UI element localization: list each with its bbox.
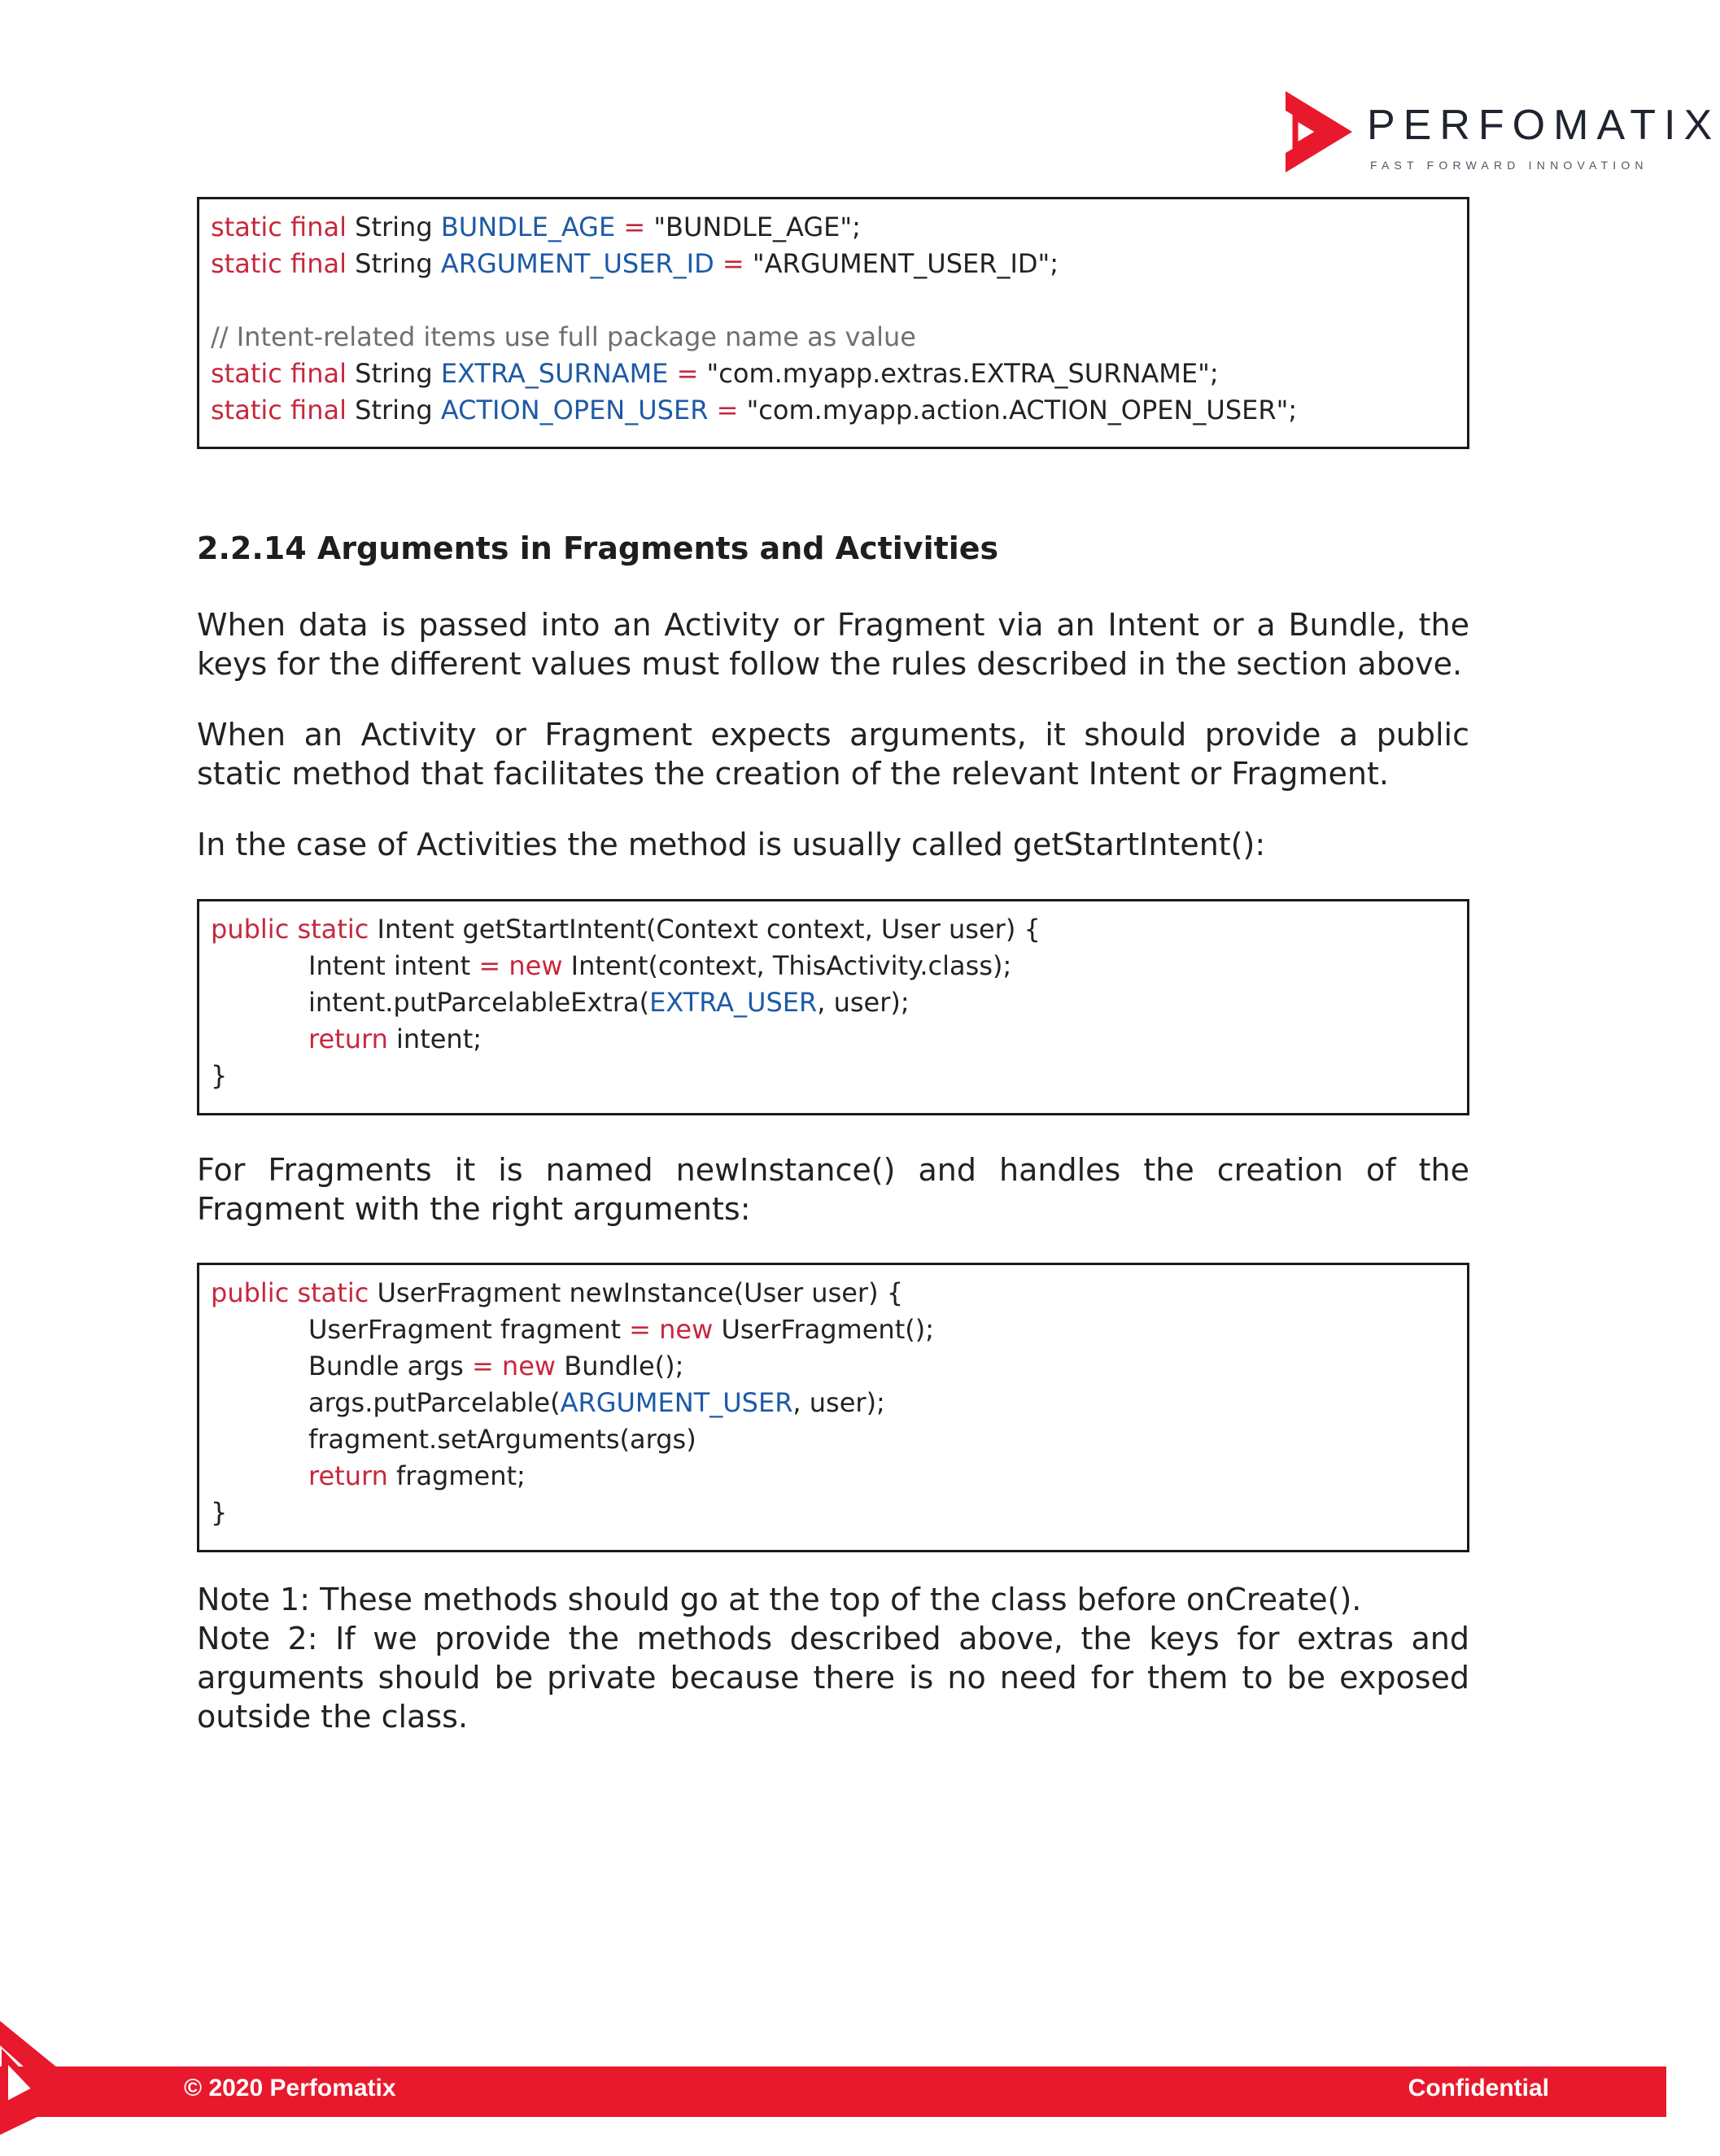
- code-blank-line: [211, 282, 1456, 319]
- code-identifier: ACTION_OPEN_USER: [440, 395, 709, 426]
- note-2: Note 2: If we provide the methods described above, the keys for extras and arguments should be private because there is no need for them to be exposed outside the class.: [197, 1621, 1469, 1735]
- code-operator: =: [668, 358, 707, 389]
- code-string: "com.myapp.extras.EXTRA_SURNAME";: [706, 358, 1219, 389]
- code-line: [211, 911, 1456, 948]
- code-line: [211, 246, 1456, 282]
- code-line: [211, 1021, 1456, 1058]
- code-text: args.putParcelable(: [308, 1387, 561, 1418]
- code-keyword: public static: [211, 1277, 369, 1308]
- paragraph-fragments: For Fragments it is named newInstance() and handles the creation of the Fragment with the right arguments:: [197, 1152, 1469, 1227]
- paragraph-activities: In the case of Activities the method is usually called getStartIntent():: [197, 827, 1266, 862]
- brand-logo: [1284, 88, 1720, 177]
- code-space: [500, 950, 509, 981]
- code-brace: }: [211, 1060, 228, 1091]
- code-brace: }: [211, 1497, 228, 1528]
- code-keyword: static final: [211, 358, 347, 389]
- code-keyword: static final: [211, 212, 347, 242]
- code-text: intent;: [387, 1023, 482, 1054]
- code-text: Intent intent: [308, 950, 479, 981]
- code-keyword: static final: [211, 248, 347, 279]
- code-operator: =: [629, 1314, 651, 1345]
- code-text: Intent(context, ThisActivity.class);: [562, 950, 1012, 981]
- code-comment-line: [211, 319, 1456, 356]
- code-block-constants: [197, 197, 1469, 449]
- code-text: Intent getStartIntent(Context context, User user) {: [369, 914, 1041, 945]
- code-operator: =: [708, 395, 747, 426]
- page-footer: [0, 2010, 1666, 2132]
- code-type: String: [346, 248, 441, 279]
- perfomatix-arrow-icon: [0, 2021, 89, 2135]
- code-space: [651, 1314, 659, 1345]
- code-text: , user);: [792, 1387, 885, 1418]
- code-line: [211, 984, 1456, 1021]
- code-line: [211, 1275, 1456, 1311]
- code-string: "ARGUMENT_USER_ID";: [752, 248, 1059, 279]
- code-keyword: new: [659, 1314, 714, 1345]
- code-operator: =: [615, 212, 654, 242]
- brand-tagline: FAST FORWARD INNOVATION: [1370, 159, 1648, 172]
- code-text: Bundle();: [556, 1351, 684, 1381]
- code-comment: // Intent-related items use full package name as value: [211, 321, 916, 352]
- code-keyword: return: [308, 1460, 388, 1491]
- code-text: fragment;: [387, 1460, 526, 1491]
- code-type: String: [346, 212, 441, 242]
- code-type: String: [346, 395, 441, 426]
- code-identifier: EXTRA_SURNAME: [440, 358, 669, 389]
- footer-confidential: Confidential: [1408, 2075, 1549, 2101]
- code-string: "BUNDLE_AGE";: [653, 212, 861, 242]
- code-operator: =: [471, 1351, 494, 1381]
- code-line: [211, 948, 1456, 984]
- code-keyword: new: [501, 1351, 557, 1381]
- paragraph-static-method: When an Activity or Fragment expects arguments, it should provide a public static method that facilitates the creation of the relevant Intent or Fragment.: [197, 717, 1469, 792]
- code-line: [211, 1311, 1456, 1348]
- footer-copyright: © 2020 Perfomatix: [184, 2075, 396, 2101]
- code-line: [211, 1495, 1456, 1531]
- code-line: [211, 356, 1456, 392]
- code-text: intent.putParcelableExtra(: [308, 987, 650, 1018]
- section-heading: 2.2.14 Arguments in Fragments and Activities: [197, 530, 999, 566]
- code-keyword: static final: [211, 395, 347, 426]
- paragraph-intro: When data is passed into an Activity or Fragment via an Intent or a Bundle, the keys for the different values must follow the rules described in the section above.: [197, 607, 1469, 682]
- code-string: "com.myapp.action.ACTION_OPEN_USER";: [746, 395, 1298, 426]
- code-operator: =: [478, 950, 501, 981]
- code-identifier: ARGUMENT_USER: [560, 1387, 793, 1418]
- brand-name: PERFOMATIX: [1367, 102, 1720, 149]
- code-text: UserFragment fragment: [308, 1314, 630, 1345]
- note-1: Note 1: These methods should go at the top of the class before onCreate().: [197, 1582, 1362, 1617]
- code-text: UserFragment newInstance(User user) {: [369, 1277, 904, 1308]
- code-identifier: EXTRA_USER: [649, 987, 818, 1018]
- code-type: String: [346, 358, 441, 389]
- code-identifier: BUNDLE_AGE: [440, 212, 616, 242]
- code-line: [211, 1058, 1456, 1094]
- code-text: Bundle args: [308, 1351, 472, 1381]
- code-line: [211, 392, 1456, 429]
- code-identifier: ARGUMENT_USER_ID: [440, 248, 714, 279]
- code-keyword: new: [509, 950, 563, 981]
- perfomatix-arrow-icon: [1284, 89, 1354, 174]
- code-line: [211, 1421, 1456, 1458]
- code-operator: =: [714, 248, 753, 279]
- code-block-new-instance: [197, 1263, 1469, 1552]
- code-line: [211, 1348, 1456, 1385]
- code-line: [211, 209, 1456, 246]
- code-space: [494, 1351, 502, 1381]
- code-text: fragment.setArguments(args): [308, 1424, 696, 1455]
- code-keyword: public static: [211, 914, 369, 945]
- code-text: UserFragment();: [713, 1314, 934, 1345]
- code-text: , user);: [817, 987, 910, 1018]
- code-line: [211, 1458, 1456, 1495]
- code-keyword: return: [308, 1023, 388, 1054]
- code-block-get-start-intent: [197, 899, 1469, 1115]
- code-line: [211, 1385, 1456, 1421]
